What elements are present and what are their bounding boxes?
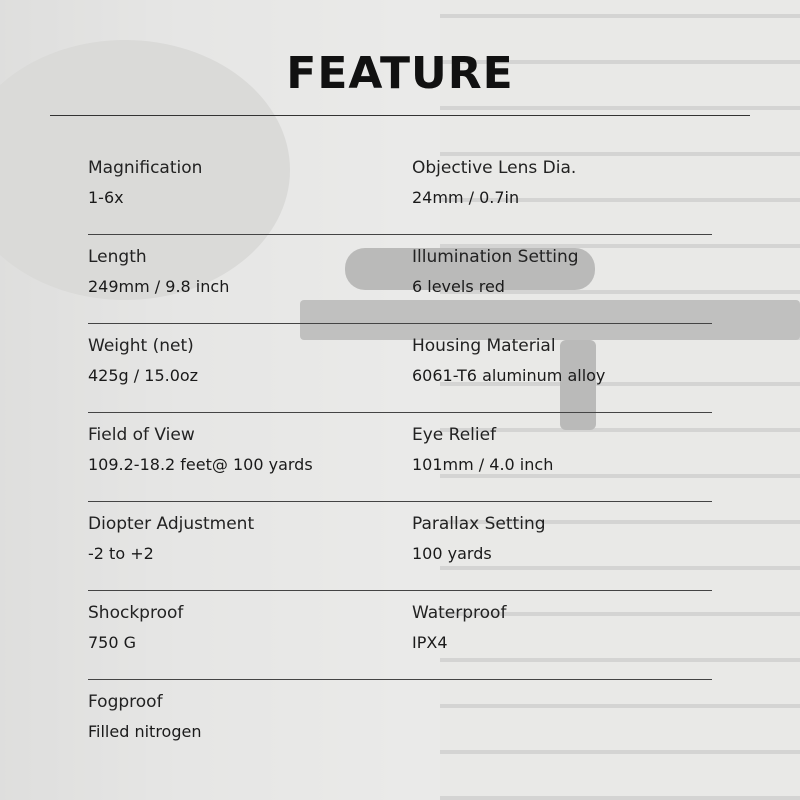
spec-value: 109.2-18.2 feet@ 100 yards [88, 455, 313, 474]
spec-cell [88, 423, 388, 477]
spec-label: Diopter Adjustment [88, 514, 255, 534]
spec-label: Parallax Setting [412, 514, 546, 534]
spec-value: 425g / 15.0oz [88, 366, 199, 385]
spec-label: Eye Relief [412, 425, 497, 445]
spec-label: Length [88, 247, 147, 267]
spec-row [88, 591, 712, 680]
spec-value: 249mm / 9.8 inch [88, 277, 230, 296]
spec-row [88, 146, 712, 235]
spec-cell [412, 423, 712, 477]
spec-label: Objective Lens Dia. [412, 158, 577, 178]
spec-value: 6 levels red [412, 277, 505, 296]
spec-value: 1-6x [88, 188, 124, 207]
spec-label: Illumination Setting [412, 247, 579, 267]
spec-cell [88, 156, 388, 210]
spec-cell [88, 512, 388, 566]
spec-cell [88, 334, 388, 388]
spec-cell [412, 601, 712, 655]
spec-value: 100 yards [412, 544, 492, 563]
spec-cell [412, 245, 712, 299]
spec-row [88, 324, 712, 413]
spec-cell [88, 690, 388, 744]
spec-cell [412, 334, 712, 388]
spec-value: IPX4 [412, 633, 448, 652]
spec-row [88, 502, 712, 591]
spec-cell [88, 245, 388, 299]
title-divider [50, 115, 750, 116]
spec-row [88, 235, 712, 324]
spec-label: Shockproof [88, 603, 184, 623]
page-title: FEATURE [286, 48, 514, 99]
spec-table [88, 146, 712, 769]
spec-value: 101mm / 4.0 inch [412, 455, 554, 474]
spec-row [88, 413, 712, 502]
spec-label: Fogproof [88, 692, 163, 712]
spec-value: 24mm / 0.7in [412, 188, 520, 207]
spec-value: 750 G [88, 633, 137, 652]
spec-cell [412, 512, 712, 566]
spec-label: Weight (net) [88, 336, 194, 356]
spec-value: Filled nitrogen [88, 722, 202, 741]
spec-row [88, 680, 712, 769]
spec-label: Waterproof [412, 603, 507, 623]
spec-cell [412, 156, 712, 210]
spec-value: 6061-T6 aluminum alloy [412, 366, 606, 385]
spec-value: -2 to +2 [88, 544, 154, 563]
spec-label: Magnification [88, 158, 203, 178]
spec-cell [88, 601, 388, 655]
spec-label: Housing Material [412, 336, 556, 356]
spec-label: Field of View [88, 425, 195, 445]
